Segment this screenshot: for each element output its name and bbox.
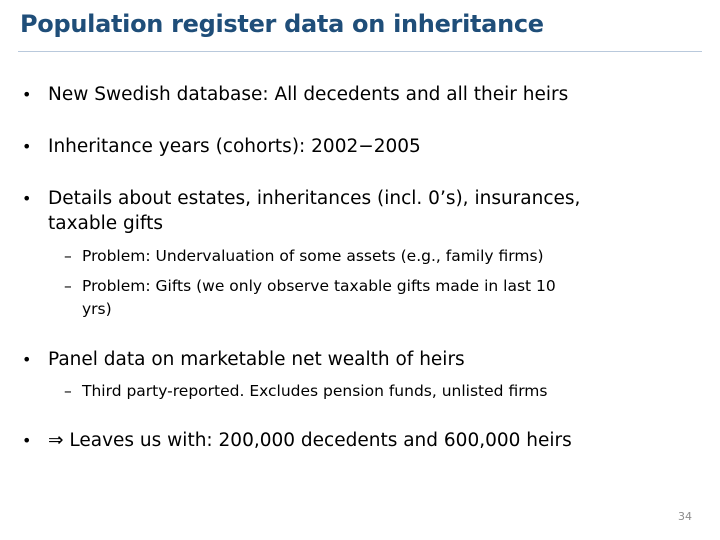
bullet-leaves-us-with [22,428,572,453]
title-divider [18,51,702,52]
subbullet-text: Third party-reported. Excludes pension funds, unlisted firms [82,382,548,400]
slide-title: Population register data on inheritance [20,10,544,38]
bullet-details [22,186,580,236]
bullet-panel-data [22,347,465,372]
bullet-marker: • [22,137,32,156]
subbullet-undervaluation [64,245,544,268]
subbullet-marker: – [64,247,72,265]
subbullet-third-party [64,380,547,403]
bullet-text: Inheritance years (cohorts): 2002−2005 [48,136,421,157]
bullet-text: Panel data on marketable net wealth of heirs [48,349,465,370]
bullet-text: ⇒ Leaves us with: 200,000 decedents and 600,000 heirs [48,430,572,451]
page-number: 34 [678,510,692,523]
bullet-inheritance-years [22,134,421,159]
bullet-text-line1: Details about estates, inheritances (incl. 0’s), insurances, [48,188,581,209]
subbullet-text-line2: yrs) [82,300,112,318]
bullet-marker: • [22,431,32,450]
bullet-new-database [22,82,568,107]
subbullet-marker: – [64,277,72,295]
bullet-marker: • [22,350,32,369]
bullet-text: New Swedish database: All decedents and all their heirs [48,84,569,105]
subbullet-marker: – [64,382,72,400]
bullet-marker: • [22,85,32,104]
subbullet-text-line1: Problem: Gifts (we only observe taxable gifts made in last 10 [82,277,556,295]
subbullet-text: Problem: Undervaluation of some assets (e.g., family firms) [82,247,544,265]
bullet-marker: • [22,189,32,208]
subbullet-gifts [64,275,556,321]
bullet-text-line2: taxable gifts [48,213,163,234]
